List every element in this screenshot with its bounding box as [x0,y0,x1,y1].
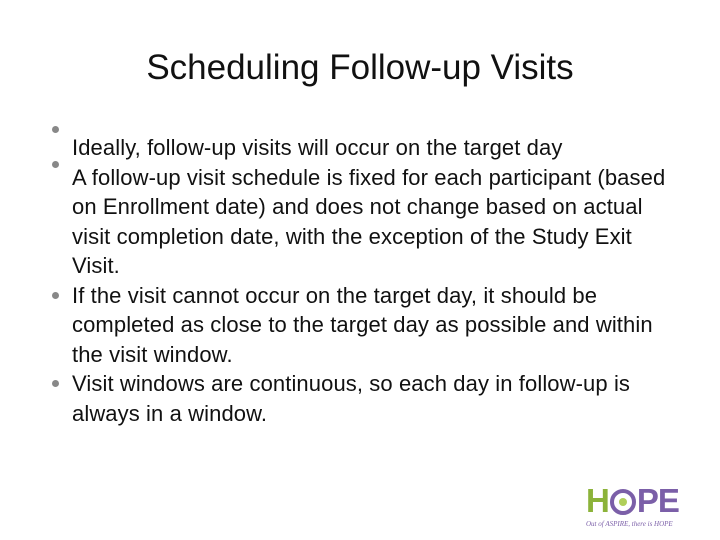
bullet-text: If the visit cannot occur on the target day, it should be completed as close to the target day as possible and within the visit window. [72,282,653,367]
bullet-item [66,133,676,163]
bullet-list [66,133,676,428]
hope-logo [586,484,700,530]
bullet-text: Ideally, follow-up visits will occur on the target day [72,135,563,160]
bullet-icon [52,126,59,133]
bullet-item [66,369,676,428]
logo-letters-pe: PE [636,482,679,519]
bullet-text: A follow-up visit schedule is fixed for each participant (based on Enrollment date) and does not change based on actual visit completion date, with the exception of the Study Exit Visit. [72,164,666,278]
bullet-icon [52,161,59,168]
bullet-text: Visit windows are continuous, so each day in follow-up is always in a window. [72,371,631,426]
bullet-item [66,163,676,281]
bullet-icon [52,292,59,299]
logo-circle-icon [610,489,636,515]
logo-wordmark [586,484,679,518]
logo-tagline: Out of ASPIRE, there is HOPE [586,520,673,528]
logo-letter-h: H [586,482,609,519]
bullet-icon [52,380,59,387]
slide-title: Scheduling Follow-up Visits [146,48,574,87]
bullet-item [66,281,676,370]
